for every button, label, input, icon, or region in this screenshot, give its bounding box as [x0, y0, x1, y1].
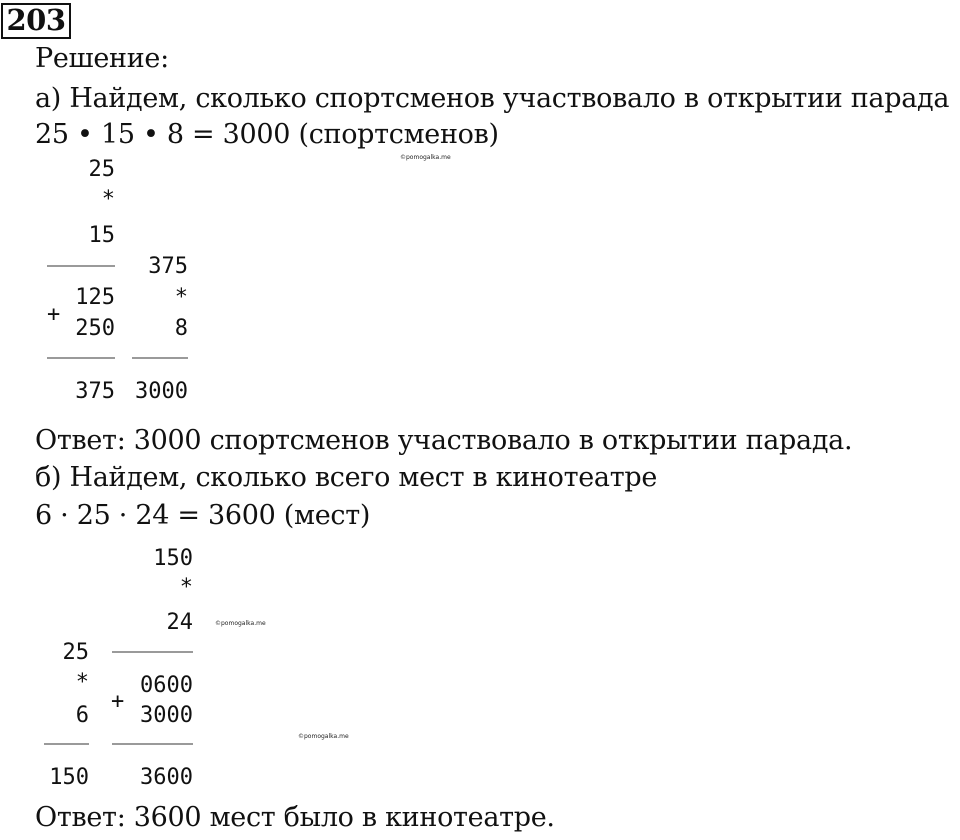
part-b-intro: б) Найдем, сколько всего мест в кинотеатре — [35, 462, 658, 493]
part-a-intro: а) Найдем, сколько спортсменов участвовало в открытии парада — [35, 83, 950, 114]
calc-rule — [47, 265, 115, 267]
calc-rule — [47, 357, 115, 359]
calc-plus: + — [47, 302, 61, 327]
part-a-answer: Ответ: 3000 спортсменов участвовало в открытии парада. — [35, 425, 853, 456]
part-b-equation: 6 · 25 · 24 = 3600 (мест) — [35, 500, 371, 531]
calc-operand: 150 — [153, 546, 193, 571]
calc-rule — [112, 743, 193, 745]
calc-operand: 375 — [148, 254, 188, 279]
part-b-answer: Ответ: 3600 мест было в кинотеатре. — [35, 802, 555, 833]
calc-operator: * — [179, 575, 193, 600]
calc-result: 3600 — [140, 765, 193, 790]
calc-operand: 25 — [62, 640, 89, 665]
calc-result: 3000 — [135, 379, 188, 404]
solution-heading: Решение: — [35, 43, 169, 74]
watermark: ©pomogalka.me — [400, 154, 451, 161]
part-a-equation: 25 • 15 • 8 = 3000 (спортсменов) — [35, 119, 499, 150]
calc-partial: 250 — [75, 316, 115, 341]
calc-operand: 25 — [88, 157, 115, 182]
watermark: ©pomogalka.me — [215, 620, 266, 627]
calc-result: 150 — [49, 765, 89, 790]
calc-operator: * — [75, 670, 89, 695]
calc-rule — [112, 651, 193, 653]
watermark: ©pomogalka.me — [298, 733, 349, 740]
calc-rule — [132, 357, 188, 359]
calc-operator: * — [174, 285, 188, 310]
calc-operand: 6 — [75, 703, 89, 728]
calc-operand: 24 — [166, 610, 193, 635]
calc-result: 375 — [75, 379, 115, 404]
problem-number-badge: 203 — [1, 3, 71, 39]
calc-operand: 8 — [174, 316, 188, 341]
calc-plus: + — [111, 689, 125, 714]
calc-operator: * — [101, 187, 115, 212]
calc-rule — [44, 743, 89, 745]
calc-partial: 125 — [75, 285, 115, 310]
calc-partial: 3000 — [140, 703, 193, 728]
calc-partial: 0600 — [140, 673, 193, 698]
calc-operand: 15 — [88, 223, 115, 248]
